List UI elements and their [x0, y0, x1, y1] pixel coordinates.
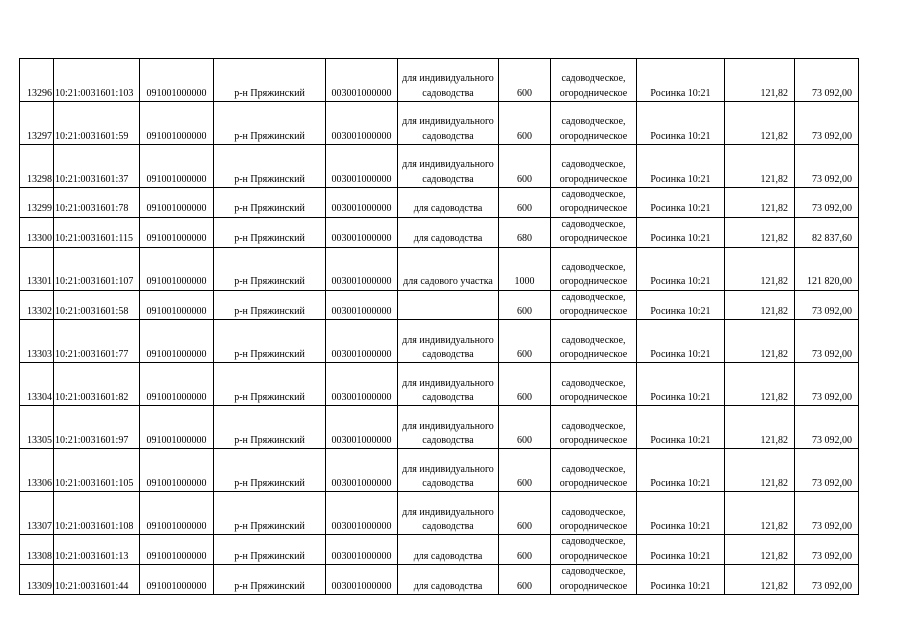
location-zone: Росинка 10:21 [637, 102, 725, 145]
location-zone: Росинка 10:21 [637, 59, 725, 102]
row-number: 13308 [20, 535, 54, 565]
cadastral-value: 73 092,00 [795, 145, 859, 188]
permitted-use: для индивидуального садоводства [398, 145, 499, 188]
okato-code: 091001000000 [140, 406, 214, 449]
row-number: 13305 [20, 406, 54, 449]
cadastral-value: 82 837,60 [795, 217, 859, 247]
plot-area: 600 [499, 565, 551, 595]
location-zone: Росинка 10:21 [637, 449, 725, 492]
specific-value: 121,82 [725, 188, 795, 218]
usage-category: садоводческое, огородническое [551, 492, 637, 535]
cadastral-value: 73 092,00 [795, 406, 859, 449]
cadastral-value: 73 092,00 [795, 492, 859, 535]
cadastral-value: 73 092,00 [795, 188, 859, 218]
cadastral-number: 10:21:0031601:58 [54, 290, 140, 320]
table-row [20, 145, 859, 188]
row-number: 13298 [20, 145, 54, 188]
location-zone: Росинка 10:21 [637, 290, 725, 320]
district-name: р-н Пряжинский [214, 492, 326, 535]
location-zone: Росинка 10:21 [637, 320, 725, 363]
cadastral-value: 121 820,00 [795, 247, 859, 290]
specific-value: 121,82 [725, 217, 795, 247]
cadastral-number: 10:21:0031601:97 [54, 406, 140, 449]
district-name: р-н Пряжинский [214, 406, 326, 449]
classifier-code: 003001000000 [326, 449, 398, 492]
cadastral-number: 10:21:0031601:44 [54, 565, 140, 595]
location-zone: Росинка 10:21 [637, 247, 725, 290]
table-row [20, 565, 859, 595]
district-name: р-н Пряжинский [214, 145, 326, 188]
permitted-use: для садового участка [398, 247, 499, 290]
okato-code: 091001000000 [140, 247, 214, 290]
specific-value: 121,82 [725, 363, 795, 406]
row-number: 13299 [20, 188, 54, 218]
table-row [20, 363, 859, 406]
plot-area: 600 [499, 492, 551, 535]
cadastral-number: 10:21:0031601:115 [54, 217, 140, 247]
table-row [20, 217, 859, 247]
specific-value: 121,82 [725, 320, 795, 363]
classifier-code: 003001000000 [326, 535, 398, 565]
district-name: р-н Пряжинский [214, 565, 326, 595]
cadastral-number: 10:21:0031601:13 [54, 535, 140, 565]
classifier-code: 003001000000 [326, 320, 398, 363]
location-zone: Росинка 10:21 [637, 188, 725, 218]
cadastral-number: 10:21:0031601:82 [54, 363, 140, 406]
table-row [20, 535, 859, 565]
cadastral-number: 10:21:0031601:107 [54, 247, 140, 290]
classifier-code: 003001000000 [326, 247, 398, 290]
row-number: 13307 [20, 492, 54, 535]
row-number: 13304 [20, 363, 54, 406]
cadastral-value: 73 092,00 [795, 102, 859, 145]
usage-category: садоводческое, огородническое [551, 535, 637, 565]
table-row [20, 247, 859, 290]
okato-code: 091001000000 [140, 290, 214, 320]
table-row [20, 59, 859, 102]
district-name: р-н Пряжинский [214, 290, 326, 320]
plot-area: 600 [499, 363, 551, 406]
usage-category: садоводческое, огородническое [551, 145, 637, 188]
usage-category: садоводческое, огородническое [551, 102, 637, 145]
district-name: р-н Пряжинский [214, 449, 326, 492]
location-zone: Росинка 10:21 [637, 217, 725, 247]
okato-code: 091001000000 [140, 363, 214, 406]
cadastral-value: 73 092,00 [795, 59, 859, 102]
okato-code: 091001000000 [140, 320, 214, 363]
usage-category: садоводческое, огородническое [551, 59, 637, 102]
okato-code: 091001000000 [140, 535, 214, 565]
table-row [20, 290, 859, 320]
cadastral-number: 10:21:0031601:108 [54, 492, 140, 535]
permitted-use [398, 290, 499, 320]
cadastral-number: 10:21:0031601:37 [54, 145, 140, 188]
okato-code: 091001000000 [140, 492, 214, 535]
permitted-use: для индивидуального садоводства [398, 320, 499, 363]
usage-category: садоводческое, огородническое [551, 290, 637, 320]
okato-code: 091001000000 [140, 565, 214, 595]
cadastral-value: 73 092,00 [795, 363, 859, 406]
cadastral-number: 10:21:0031601:77 [54, 320, 140, 363]
plot-area: 600 [499, 320, 551, 363]
plot-area: 1000 [499, 247, 551, 290]
specific-value: 121,82 [725, 102, 795, 145]
cadastral-number: 10:21:0031601:59 [54, 102, 140, 145]
table-row [20, 102, 859, 145]
district-name: р-н Пряжинский [214, 363, 326, 406]
table-row [20, 320, 859, 363]
plot-area: 600 [499, 406, 551, 449]
okato-code: 091001000000 [140, 145, 214, 188]
permitted-use: для индивидуального садоводства [398, 449, 499, 492]
classifier-code: 003001000000 [326, 59, 398, 102]
location-zone: Росинка 10:21 [637, 535, 725, 565]
permitted-use: для садоводства [398, 535, 499, 565]
specific-value: 121,82 [725, 492, 795, 535]
district-name: р-н Пряжинский [214, 102, 326, 145]
cadastral-number: 10:21:0031601:105 [54, 449, 140, 492]
table-row [20, 449, 859, 492]
row-number: 13302 [20, 290, 54, 320]
usage-category: садоводческое, огородническое [551, 565, 637, 595]
row-number: 13306 [20, 449, 54, 492]
permitted-use: для индивидуального садоводства [398, 363, 499, 406]
plot-area: 600 [499, 290, 551, 320]
usage-category: садоводческое, огородническое [551, 406, 637, 449]
specific-value: 121,82 [725, 145, 795, 188]
table-row [20, 492, 859, 535]
table-row [20, 188, 859, 218]
specific-value: 121,82 [725, 290, 795, 320]
cadastral-number: 10:21:0031601:78 [54, 188, 140, 218]
okato-code: 091001000000 [140, 188, 214, 218]
classifier-code: 003001000000 [326, 565, 398, 595]
plot-area: 600 [499, 59, 551, 102]
cadastral-value: 73 092,00 [795, 535, 859, 565]
specific-value: 121,82 [725, 406, 795, 449]
table-body [20, 59, 859, 595]
district-name: р-н Пряжинский [214, 535, 326, 565]
classifier-code: 003001000000 [326, 217, 398, 247]
plot-area: 600 [499, 449, 551, 492]
district-name: р-н Пряжинский [214, 247, 326, 290]
specific-value: 121,82 [725, 449, 795, 492]
permitted-use: для индивидуального садоводства [398, 59, 499, 102]
classifier-code: 003001000000 [326, 102, 398, 145]
classifier-code: 003001000000 [326, 492, 398, 535]
permitted-use: для садоводства [398, 217, 499, 247]
row-number: 13303 [20, 320, 54, 363]
permitted-use: для садоводства [398, 188, 499, 218]
permitted-use: для индивидуального садоводства [398, 492, 499, 535]
permitted-use: для индивидуального садоводства [398, 102, 499, 145]
cadastral-value: 73 092,00 [795, 449, 859, 492]
location-zone: Росинка 10:21 [637, 565, 725, 595]
usage-category: садоводческое, огородническое [551, 320, 637, 363]
specific-value: 121,82 [725, 565, 795, 595]
okato-code: 091001000000 [140, 59, 214, 102]
okato-code: 091001000000 [140, 449, 214, 492]
classifier-code: 003001000000 [326, 290, 398, 320]
cadastral-value: 73 092,00 [795, 320, 859, 363]
specific-value: 121,82 [725, 535, 795, 565]
row-number: 13297 [20, 102, 54, 145]
location-zone: Росинка 10:21 [637, 363, 725, 406]
cadastral-value: 73 092,00 [795, 565, 859, 595]
table-row [20, 406, 859, 449]
usage-category: садоводческое, огородническое [551, 449, 637, 492]
row-number: 13296 [20, 59, 54, 102]
location-zone: Росинка 10:21 [637, 406, 725, 449]
permitted-use: для садоводства [398, 565, 499, 595]
specific-value: 121,82 [725, 59, 795, 102]
district-name: р-н Пряжинский [214, 217, 326, 247]
row-number: 13300 [20, 217, 54, 247]
usage-category: садоводческое, огородническое [551, 363, 637, 406]
location-zone: Росинка 10:21 [637, 492, 725, 535]
plot-area: 600 [499, 102, 551, 145]
row-number: 13309 [20, 565, 54, 595]
district-name: р-н Пряжинский [214, 320, 326, 363]
district-name: р-н Пряжинский [214, 188, 326, 218]
cadastral-value: 73 092,00 [795, 290, 859, 320]
plot-area: 600 [499, 188, 551, 218]
usage-category: садоводческое, огородническое [551, 217, 637, 247]
cadastral-value-table [19, 58, 859, 595]
okato-code: 091001000000 [140, 217, 214, 247]
classifier-code: 003001000000 [326, 145, 398, 188]
classifier-code: 003001000000 [326, 188, 398, 218]
usage-category: садоводческое, огородническое [551, 188, 637, 218]
specific-value: 121,82 [725, 247, 795, 290]
classifier-code: 003001000000 [326, 363, 398, 406]
plot-area: 600 [499, 535, 551, 565]
classifier-code: 003001000000 [326, 406, 398, 449]
location-zone: Росинка 10:21 [637, 145, 725, 188]
cadastral-number: 10:21:0031601:103 [54, 59, 140, 102]
okato-code: 091001000000 [140, 102, 214, 145]
permitted-use: для индивидуального садоводства [398, 406, 499, 449]
usage-category: садоводческое, огородническое [551, 247, 637, 290]
plot-area: 680 [499, 217, 551, 247]
district-name: р-н Пряжинский [214, 59, 326, 102]
row-number: 13301 [20, 247, 54, 290]
plot-area: 600 [499, 145, 551, 188]
